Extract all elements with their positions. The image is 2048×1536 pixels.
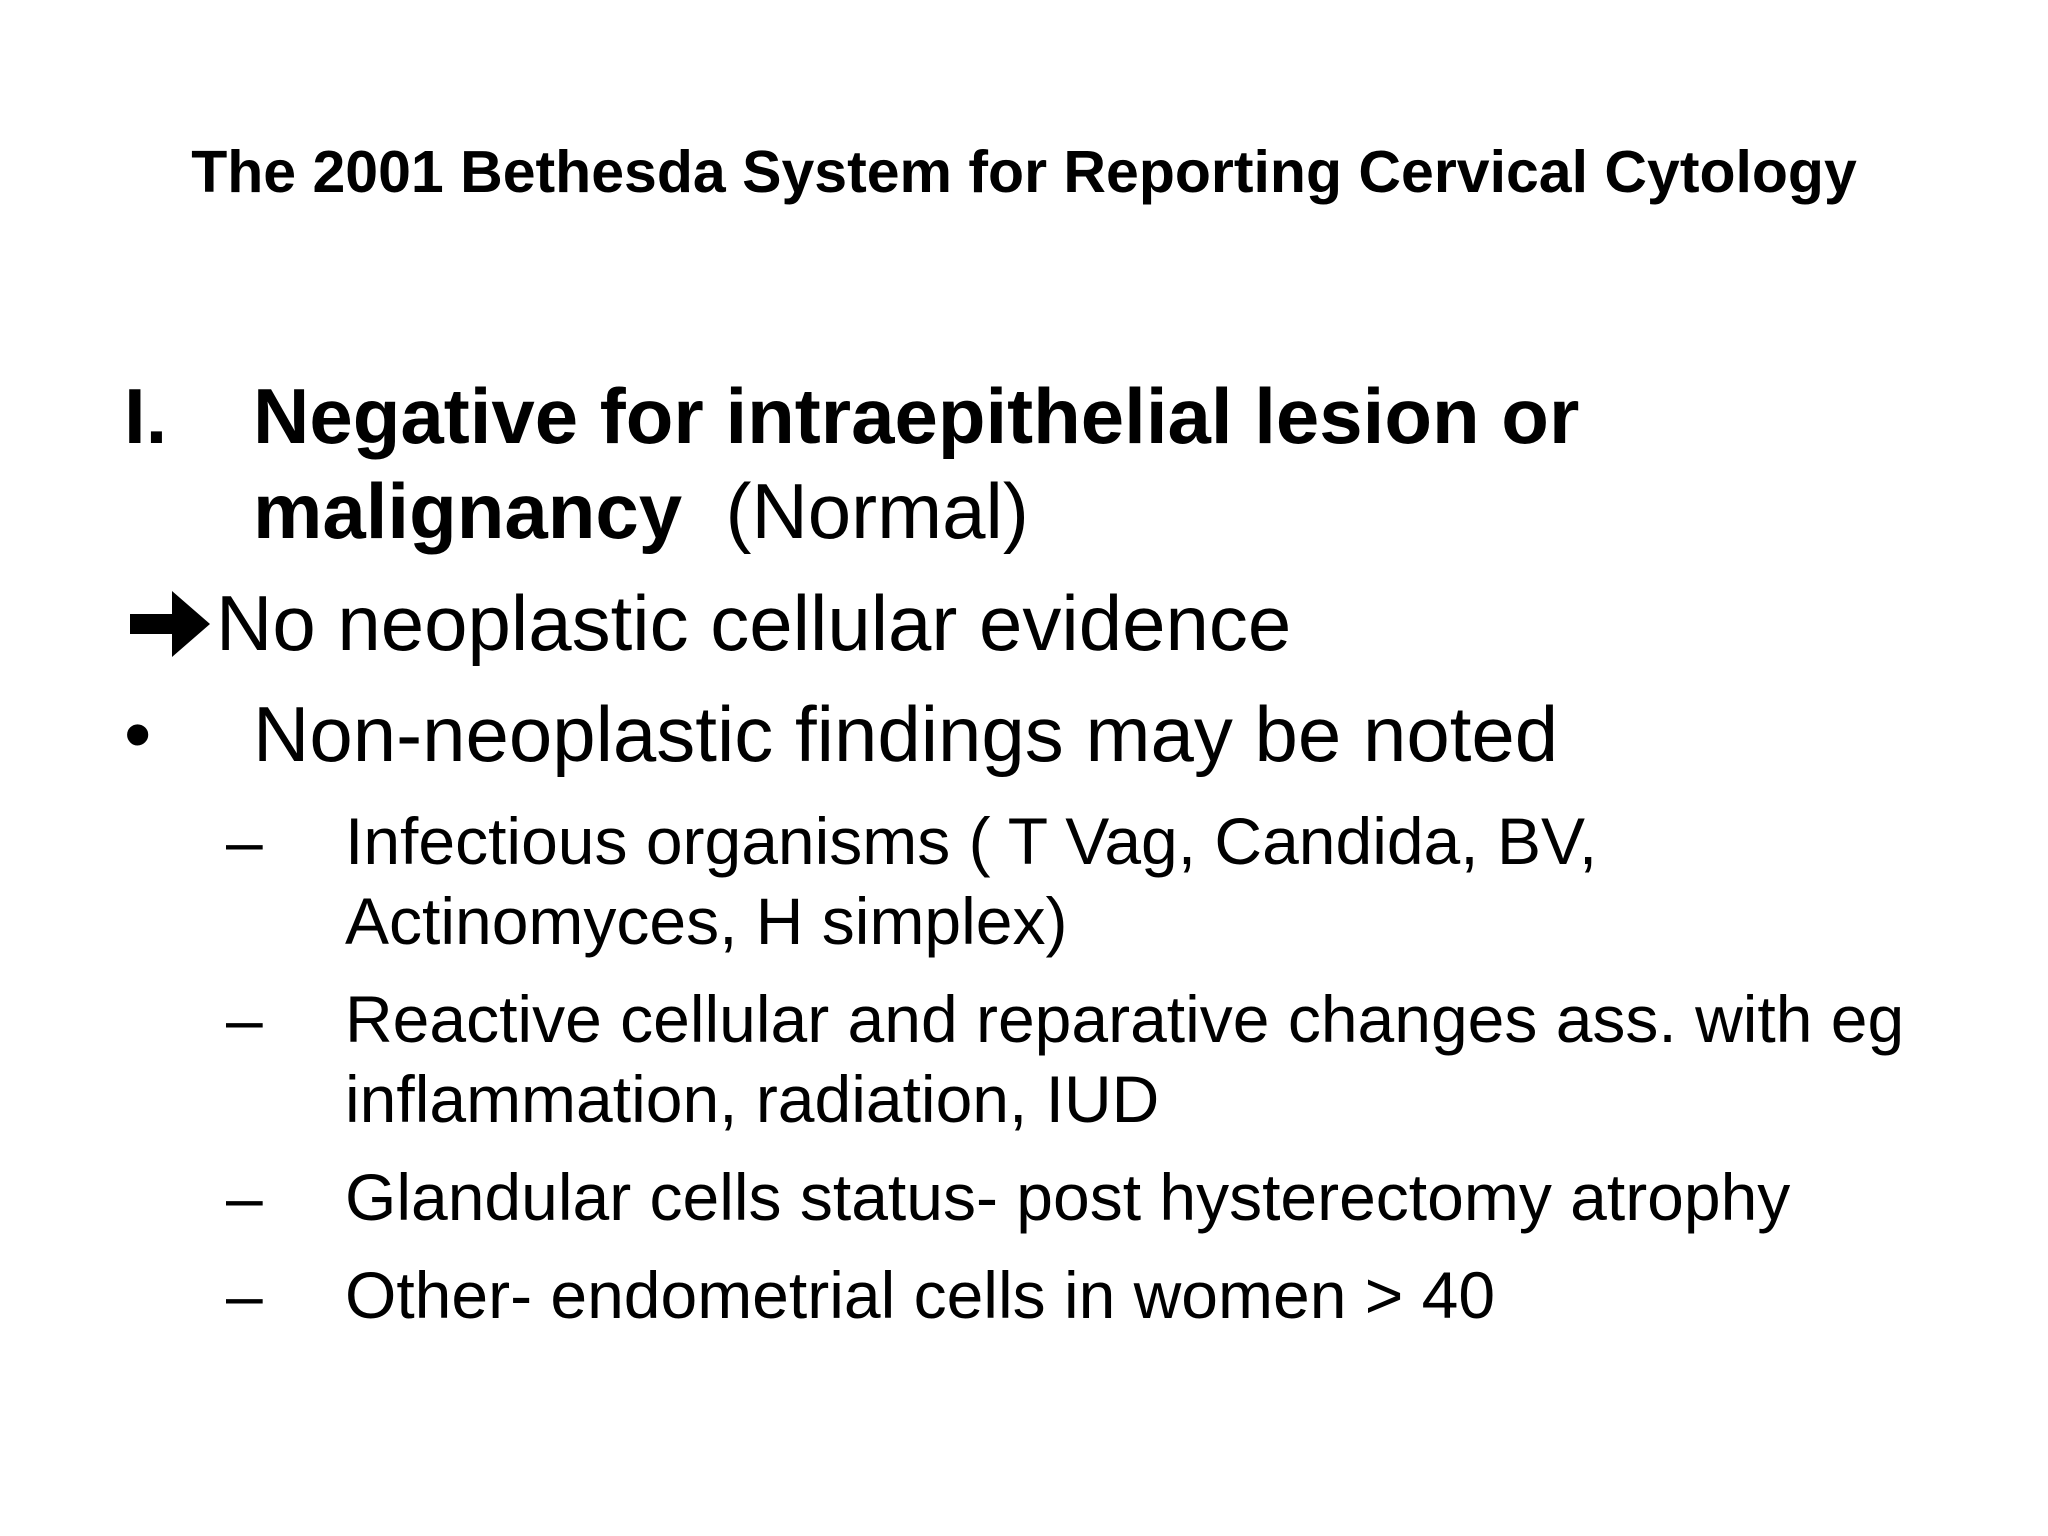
sub-item-other: Other- endometrial cells in women > 40 — [345, 1258, 1496, 1332]
sub-item-dash: – — [226, 1160, 263, 1234]
sub-item-reactive-line2: inflammation, radiation, IUD — [345, 1062, 1160, 1136]
sub-item-dash: – — [226, 982, 263, 1056]
sub-item-dash: – — [226, 1258, 263, 1332]
right-arrow-icon — [130, 587, 214, 661]
sub-item-dash: – — [226, 804, 263, 878]
category-heading-line1: Negative for intraepithelial lesion or — [253, 372, 1580, 460]
bullet-marker: • — [124, 690, 152, 778]
arrow-point-text: No neoplastic cellular evidence — [216, 579, 1292, 667]
category-heading-note: (Normal) — [725, 467, 1029, 555]
sub-item-infectious-line2: Actinomyces, H simplex) — [345, 884, 1068, 958]
category-heading-line2 — [253, 461, 1029, 561]
category-heading-bold-text: malignancy — [253, 467, 683, 555]
sub-item-reactive-line1: Reactive cellular and reparative changes ass. with eg — [345, 982, 1905, 1056]
sub-item-glandular: Glandular cells status- post hysterectomy atrophy — [345, 1160, 1791, 1234]
roman-numeral-marker: I. — [124, 372, 168, 460]
slide-title: The 2001 Bethesda System for Reporting Cervical Cytology — [191, 139, 1857, 205]
bullet-text: Non-neoplastic findings may be noted — [253, 690, 1559, 778]
sub-item-infectious-line1: Infectious organisms ( T Vag, Candida, BV, — [345, 804, 1598, 878]
